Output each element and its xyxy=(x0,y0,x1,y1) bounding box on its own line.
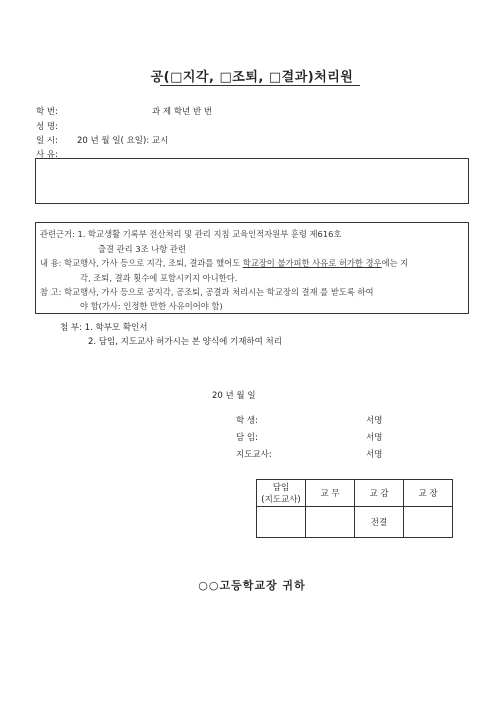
student-no-label: 학 번: xyxy=(36,107,58,117)
form-title: 공(□지각, □조퇴, □결과)처리원 xyxy=(150,70,354,85)
notes-reference-line2: 야 함(가사: 인정한 만한 사유이어야 함) xyxy=(80,301,223,311)
sign-date: 20 년 월 일 xyxy=(212,391,256,401)
approval-table xyxy=(256,479,453,538)
signer-advisor-sign[interactable]: 서명 xyxy=(366,450,383,460)
approval-cell-affairs[interactable] xyxy=(306,507,355,538)
notes-basis-line: 관련근거: 1. 학교생활 기록부 전산처리 및 관리 지침 교육인적자원부 훈령 제616호 xyxy=(40,229,342,239)
notes-reference-line: 참 고: 학교행사, 가사 등으로 공지각, 공조퇴, 공결과 처리시는 학교장의 결재 를 받도록 하여 xyxy=(40,287,374,297)
reason-box[interactable] xyxy=(35,158,469,204)
name-label: 성 명: xyxy=(36,122,58,132)
notes-content-post: 에는 지 xyxy=(381,258,409,268)
approval-header-principal: 교 장 xyxy=(404,480,453,507)
notes-content-pre: 내 용: 학교행사, 가사 등으로 지각, 조퇴, 결과를 했어도 xyxy=(40,258,243,268)
class-info: 과 제 학년 반 번 xyxy=(152,107,213,117)
signer-homeroom-sign[interactable]: 서명 xyxy=(366,433,383,443)
approval-header-homeroom: 담임 (지도교사) xyxy=(257,480,306,507)
signer-student-label: 학 생: xyxy=(236,416,258,426)
signer-homeroom-label: 담 임: xyxy=(236,433,258,443)
attachment-line1: 첨 부: 1. 학부모 확인서 xyxy=(60,323,148,333)
approval-cell-principal[interactable] xyxy=(404,507,453,538)
date-value: 20 년 월 일( 요일): 교시 xyxy=(77,136,169,146)
signer-advisor-label: 지도교사: xyxy=(236,450,272,460)
title-underline xyxy=(160,85,360,86)
reason-label: 사 유: xyxy=(36,150,58,160)
approval-cell-vice-principal[interactable]: 전결 xyxy=(355,507,404,538)
approval-header-affairs: 교 무 xyxy=(306,480,355,507)
signer-student-sign[interactable]: 서명 xyxy=(366,416,383,426)
notes-content-underline: 학교장이 불가피한 사유로 허가한 경우 xyxy=(242,258,382,268)
approval-cell-homeroom[interactable] xyxy=(257,507,306,538)
notes-content-line2: 각, 조퇴, 결과 횟수에 포함시키지 아니한다. xyxy=(80,273,238,283)
notes-basis-line2: 출결 관리 3조 나항 관련 xyxy=(98,244,186,254)
notes-content-line xyxy=(40,257,408,269)
addressee: ○○고등학교장 귀하 xyxy=(198,579,306,592)
attachment-line2: 2. 담임, 지도교사 허가시는 본 양식에 기재하여 처리 xyxy=(88,337,282,347)
approval-header-vice-principal: 교 감 xyxy=(355,480,404,507)
date-label: 일 시: xyxy=(36,136,58,146)
